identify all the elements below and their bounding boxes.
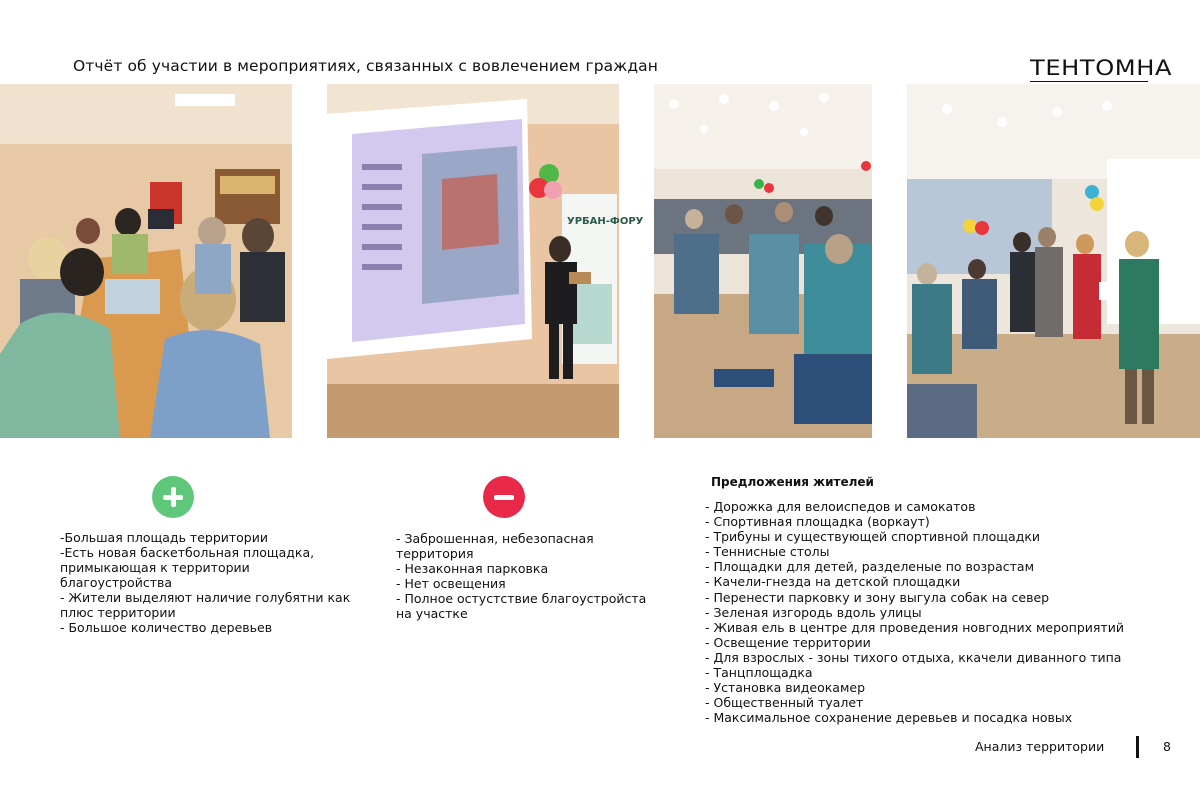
proposals-list xyxy=(705,499,1175,725)
presentation-photo xyxy=(327,84,644,438)
list-item: - Дорожка для велоиспедов и самокатов xyxy=(705,499,976,514)
list-item: - Установка видеокамер xyxy=(705,680,866,696)
list-item: -Есть новая баскетбольная площадка, xyxy=(60,545,315,560)
logo-text: TEHTOMHA xyxy=(1030,56,1173,80)
plus-icon xyxy=(152,476,194,518)
plus-icon-vertical xyxy=(171,487,176,507)
footer-divider xyxy=(1136,736,1139,758)
slide-banner-text: УРБАН-ФОРУ xyxy=(567,216,644,227)
list-item: - Заброшенная, небезопасная xyxy=(396,531,594,546)
footer-section-label: Анализ территории xyxy=(975,739,1105,754)
list-item: -Большая площадь территории xyxy=(60,530,268,545)
minus-icon-bar xyxy=(494,495,514,500)
list-item: - Танцплощадка xyxy=(705,665,813,681)
list-item: территория xyxy=(396,546,474,561)
brand-logo xyxy=(1030,56,1173,82)
list-item: на участке xyxy=(396,606,468,621)
meeting-table-photo xyxy=(0,84,292,438)
proposals-title: Предложения жителей xyxy=(711,475,874,489)
list-item: - Перенести парковку и зону выгула собак на север xyxy=(705,589,1050,605)
page-number: 8 xyxy=(1163,739,1171,754)
logo-underline xyxy=(1030,81,1148,82)
list-item: - Общественный туалет xyxy=(705,695,864,711)
page-title: Отчёт об участии в мероприятиях, связанных с вовлечением граждан xyxy=(73,57,658,75)
list-item: - Живая ель в центре для проведения новгодних мероприятий xyxy=(705,619,1124,635)
audience-photo xyxy=(654,84,872,438)
cons-list xyxy=(396,531,686,621)
pros-list xyxy=(60,530,390,635)
list-item: - Для взрослых - зоны тихого отдыха, ккачели диванного типа xyxy=(705,649,1122,665)
list-item: благоустройства xyxy=(60,575,173,590)
list-item: - Качели-гнезда на детской площадки xyxy=(705,574,961,590)
list-item: - Спортивная площадка (воркаут) xyxy=(705,514,930,530)
list-item: - Незаконная парковка xyxy=(396,561,549,576)
residents-discussion-photo xyxy=(907,84,1200,438)
list-item: - Максимальное сохранение деревьев и посадка новых xyxy=(705,710,1073,726)
list-item: - Освещение территории xyxy=(705,634,871,650)
list-item: - Зеленая изгородь вдоль улицы xyxy=(705,604,922,620)
list-item: - Жители выделяют наличие голубятни как xyxy=(60,590,351,605)
list-item: плюс территории xyxy=(60,605,176,620)
minus-icon xyxy=(483,476,525,518)
list-item: - Теннисные столы xyxy=(705,544,830,560)
list-item: - Большое количество деревьев xyxy=(60,620,273,635)
list-item: - Площадки для детей, разделеные по возрастам xyxy=(705,559,1034,575)
list-item: примыкающая к территории xyxy=(60,560,250,575)
list-item: - Трибуны и существующей спортивной площадки xyxy=(705,529,1041,545)
list-item: - Нет освещения xyxy=(396,576,506,591)
list-item: - Полное остустствие благоустройста xyxy=(396,591,647,606)
